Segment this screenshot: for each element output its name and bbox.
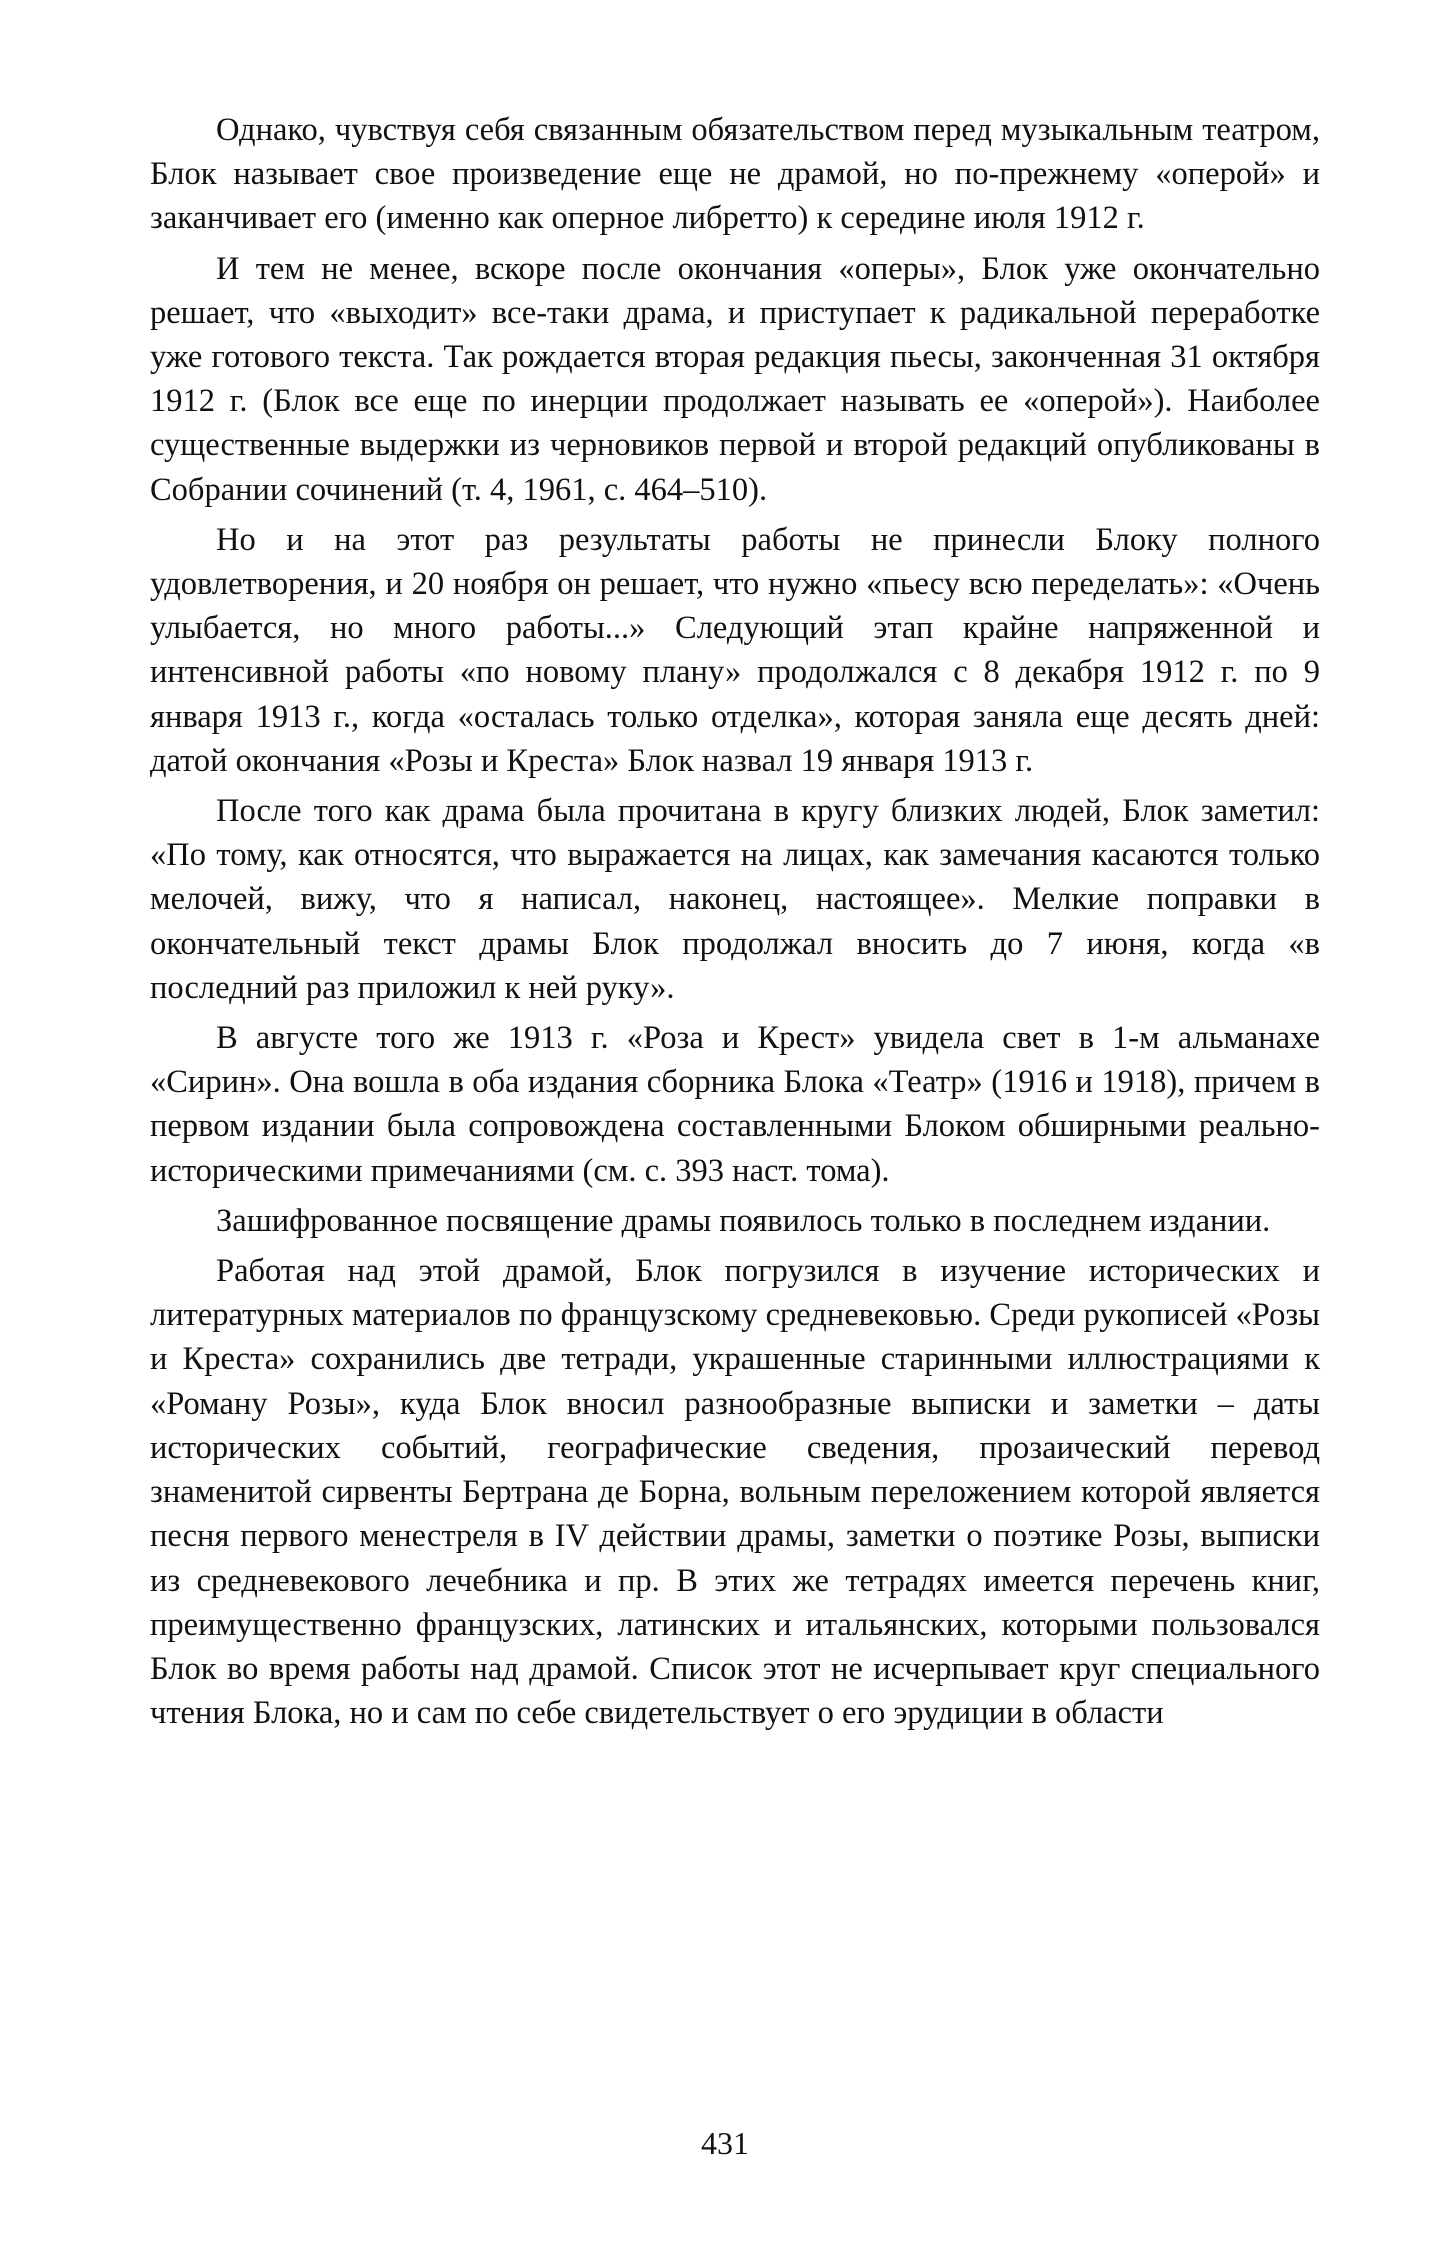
paragraph-6: Зашифрованное посвящение драмы появилось только в последнем издании. <box>216 1202 1271 1239</box>
paragraph-3: Но и на этот раз результаты работы не принесли Блоку полного удовлетворения, и 20 ноября он решает, что нужно «пьесу всю переделать»: «Очень улыбается, но много работы...» Следующий этап крайне напряженной и интенсивной работы «по новому плану» продолжался с 8 декабря 1912 г. по 9 января 1913 г., когда «осталась только отделка», которая заняла еще десять дней: датой окончания «Розы и Креста» Блок назвал 19 января 1913 г. <box>150 521 1320 779</box>
paragraph-1: Однако, чувствуя себя связанным обязательством перед музыкальным театром, Блок называет свое произведение еще не драмой, но по-прежнему «оперой» и заканчивает его (именно как оперное либретто) к середине июля 1912 г. <box>150 112 1320 237</box>
paragraph-5: В августе того же 1913 г. «Роза и Крест» увидела свет в 1-м альманахе «Сирин». Она вошла в оба издания сборника Блока «Театр» (1916 и 1918), причем в первом издании была сопровождена составленными Блоком обширными реально-историческими примечаниями (см. с. 393 наст. тома). <box>150 1020 1320 1189</box>
paragraph-4: После того как драма была прочитана в кругу близких людей, Блок заметил: «По тому, как относятся, что выражается на лицах, как замечания касаются только мелочей, вижу, что я написал, наконец, настоящее». Мелкие поправки в окончательный текст драмы Блок продолжал вносить до 7 июня, когда «в последний раз приложил к ней руку». <box>150 793 1320 1006</box>
body-text <box>150 108 1320 1735</box>
paragraph-2: И тем не менее, вскоре после окончания «оперы», Блок уже окончательно решает, что «выходит» все-таки драма, и приступает к радикальной переработке уже готового текста. Так рождается вторая редакция пьесы, законченная 31 октября 1912 г. (Блок все еще по инерции продолжает называть ее «оперой»). Наиболее существенные выдержки из черновиков первой и второй редакций опубликованы в Собрании сочинений (т. 4, 1961, с. 464–510). <box>150 250 1320 508</box>
page-number: 431 <box>701 2125 749 2161</box>
paragraph-7: Работая над этой драмой, Блок погрузился в изучение исторических и литературных материалов по французскому средневековью. Среди рукописей «Розы и Креста» сохранились две тетради, украшенные старинными иллюстрациями к «Роману Розы», куда Блок вносил разнообразные выписки и заметки – даты исторических событий, географические сведения, прозаический перевод знаменитой сирвенты Бертрана де Борна, вольным переложением которой является песня первого менестреля в IV действии драмы, заметки о поэтике Розы, выписки из средневекового лечебника и пр. В этих же тетрадях имеется перечень книг, преимущественно французских, латинских и итальянских, которыми пользовался Блок во время работы над драмой. Список этот не исчерпывает круг специального чтения Блока, но и сам по себе свидетельствует о его эрудиции в области <box>150 1253 1320 1732</box>
